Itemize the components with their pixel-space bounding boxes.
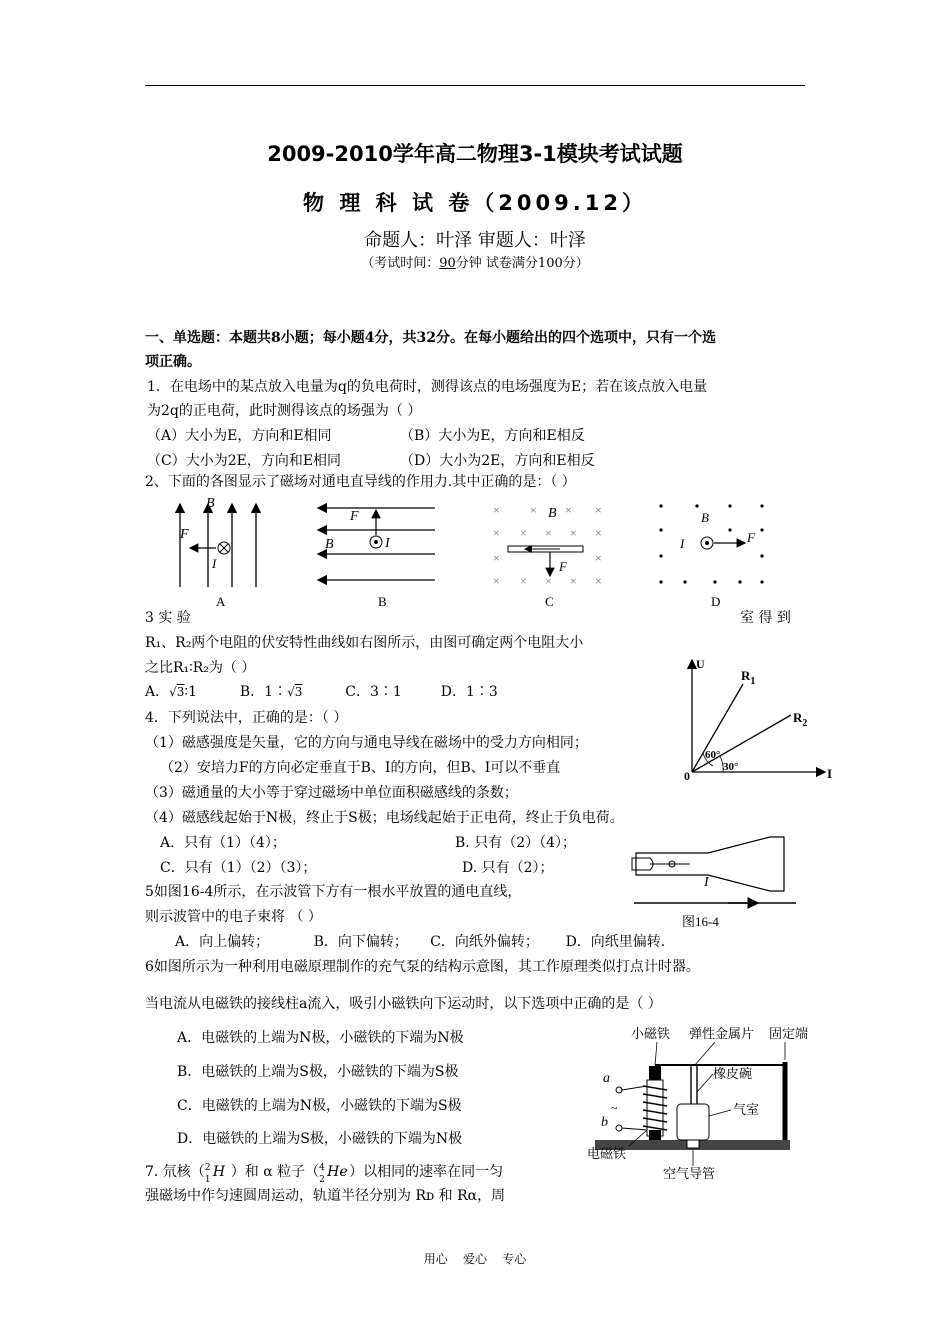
deuteron-sub: 1 <box>204 1175 211 1185</box>
pump-air-chamber: 气室 <box>733 1102 760 1117</box>
svg-text:×: × <box>493 526 500 540</box>
svg-text:×: × <box>520 574 527 588</box>
graph-axis-i: I <box>827 766 833 781</box>
fig-c-label: C <box>545 594 554 609</box>
fig-b-label: B <box>378 594 387 609</box>
pump-small-magnet: 小磁铁 <box>631 1026 671 1041</box>
section1-heading-line1: 一、单选题：本题共8小题；每小题4分，共32分。在每小题给出的四个选项中，只有一个选 <box>145 330 716 346</box>
q6-option-d: D．电磁铁的上端为S极，小磁铁的下端为N极 <box>177 1131 463 1147</box>
page-footer: 用心 爱心 专心 <box>423 1252 527 1266</box>
q6-pump-figure <box>585 1020 815 1185</box>
graph-r2-letter: R <box>793 710 803 725</box>
svg-text:×: × <box>595 503 602 517</box>
fig-d-label: D <box>711 594 721 609</box>
svg-text:×: × <box>493 503 500 517</box>
fig-b-i: I <box>385 536 390 551</box>
svg-text:×: × <box>570 526 577 540</box>
q4-stem: 4．下列说法中，正确的是：（ ） <box>145 710 348 726</box>
q2-figures <box>140 492 800 614</box>
svg-text:×: × <box>570 574 577 588</box>
deuteron-symbol <box>204 1163 231 1185</box>
exam-time <box>0 252 950 271</box>
time-value: 90 <box>439 256 456 271</box>
graph-angle-60: 60° <box>705 749 721 761</box>
alpha-letters: He <box>327 1164 348 1180</box>
q5-line1: 5如图16-4所示，在示波管下方有一根水平放置的通电直线， <box>145 884 522 900</box>
section1-heading-line2: 项正确。 <box>145 354 201 370</box>
svg-text:×: × <box>565 503 572 517</box>
pump-air-tube: 空气导管 <box>663 1166 716 1181</box>
q1-line2: 为2q的正电荷，此时测得该点的场强为（ ） <box>147 403 422 419</box>
deuteron-sup: 2 <box>204 1163 211 1173</box>
svg-text:×: × <box>545 574 552 588</box>
q4-option-c: C．只有（1）（2）（3）； <box>160 860 317 876</box>
graph-r2 <box>793 710 807 729</box>
q4-statement-2: （2）安培力F的方向必定垂直于B、I的方向，但B、I可以不垂直 <box>160 760 561 776</box>
figure-b <box>318 508 435 609</box>
q7-line2: 强磁场中作匀速圆周运动，轨道半径分别为 Rᴅ 和 Rα，周 <box>145 1188 506 1204</box>
alpha-sub: 2 <box>319 1175 325 1185</box>
exam-authors: 命题人：叶泽 审题人：叶泽 <box>364 230 586 251</box>
q5-fig-caption: 图16-4 <box>682 914 719 929</box>
q6-option-c: C．电磁铁的上端为N极，小磁铁的下端为S极 <box>177 1098 462 1114</box>
q3-option-d: D．1∶3 <box>440 684 498 700</box>
graph-r1-sub: 1 <box>750 676 756 687</box>
q3-ui-graph <box>675 652 840 787</box>
q7-text-b: ）和 α 粒子（ <box>230 1164 320 1180</box>
svg-text:×: × <box>493 551 500 565</box>
q2-stem: 2、下面的各图显示了磁场对通电直导线的作用力.其中正确的是：（ ） <box>145 474 576 490</box>
figure-c <box>493 503 602 609</box>
q3-option-b-pre: B．1∶ <box>239 684 288 700</box>
q3-sqrt-b-num: 3 <box>294 685 303 699</box>
svg-text:×: × <box>530 503 537 517</box>
q3-options <box>145 683 498 701</box>
q3-sqrt-a-num: 3 <box>176 685 185 699</box>
fig-a-b: B <box>206 496 215 511</box>
svg-text:~: ~ <box>611 1101 618 1115</box>
pump-rubber-bowl: 橡皮碗 <box>713 1066 753 1081</box>
pump-fixed-end: 固定端 <box>769 1026 809 1041</box>
q3-sqrt-a: √3 <box>169 685 185 699</box>
pump-electromagnet: 电磁铁 <box>587 1146 627 1161</box>
q3-sqrt-b: √3 <box>287 685 303 699</box>
fig-a-f: F <box>180 527 189 542</box>
q3-line3: 之比R₁∶R₂为（ ） <box>145 660 256 676</box>
svg-text:×: × <box>493 574 500 588</box>
q4-statement-3: （3）磁通量的大小等于穿过磁场中单位面积磁感线的条数； <box>145 785 518 801</box>
svg-text:×: × <box>595 574 602 588</box>
q4-option-d: D. 只有（2）； <box>462 860 554 876</box>
q6-line2: 当电流从电磁铁的接线柱a流入，吸引小磁铁向下运动时，以下选项中正确的是（ ） <box>145 996 662 1012</box>
q3-option-a-pre: A． <box>145 684 170 700</box>
fig-c-b: B <box>548 506 557 521</box>
pump-spring-sheet: 弹性金属片 <box>689 1026 755 1041</box>
graph-r1-letter: R <box>741 668 751 683</box>
q7-text-c: ）以相同的速率在同一匀 <box>349 1164 504 1180</box>
q1-option-a: （A）大小为E，方向和E相同 <box>147 428 332 444</box>
fig-d-f: F <box>747 530 755 545</box>
graph-origin: 0 <box>684 769 690 783</box>
alpha-sup: 4 <box>319 1163 325 1173</box>
q3-line2: R₁、R₂两个电阻的伏安特性曲线如右图所示，由图可确定两个电阻大小 <box>145 635 584 651</box>
exam-subtitle: 物 理 科 试 卷（2009.12） <box>303 191 647 215</box>
q3-line1-right: 室 得 到 <box>740 610 791 626</box>
fig-b-b: B <box>325 537 334 552</box>
svg-text:×: × <box>595 526 602 540</box>
q1-option-d: （D）大小为2E，方向和E相反 <box>400 453 595 469</box>
q5-oscilloscope-figure <box>628 833 808 933</box>
q4-option-a: A．只有（1）（4）； <box>160 835 286 851</box>
graph-angle-30: 30° <box>723 761 739 773</box>
fig-a-i: I <box>212 556 217 571</box>
fig-a-label: A <box>216 594 226 609</box>
q7-line1 <box>145 1163 504 1185</box>
svg-text:×: × <box>545 526 552 540</box>
q4-option-b: B. 只有（2）（4）； <box>455 835 577 851</box>
q5-line2: 则示波管中的电子束将 （ ） <box>145 909 322 925</box>
exam-title: 2009-2010学年高二物理3-1模块考试试题 <box>267 142 683 166</box>
alpha-symbol <box>319 1163 349 1185</box>
graph-r2-sub: 2 <box>802 718 808 729</box>
q4-statement-4: （4）磁感线起始于N极，终止于S极；电场线起始于正电荷，终止于负电荷。 <box>145 810 624 826</box>
fig-c-f: F <box>559 559 567 574</box>
q3-line1-left: 3 实 验 <box>145 610 191 626</box>
q7-text-a: 7. 氘核（ <box>145 1164 205 1180</box>
q4-statement-1: （1）磁感强度是矢量，它的方向与通电导线在磁场中的受力方向相同； <box>145 735 588 751</box>
time-suffix: 分钟 试卷满分100分） <box>455 256 589 271</box>
q3-option-a-post: ∶1 <box>184 684 197 700</box>
svg-text:×: × <box>520 526 527 540</box>
deuteron-letter: H <box>212 1164 226 1180</box>
time-prefix: （考试时间： <box>361 256 440 271</box>
q1-option-c: （C）大小为2E，方向和E相同 <box>147 453 342 469</box>
q5-fig-i: I <box>704 875 709 890</box>
graph-axis-u: U <box>696 657 705 671</box>
q6-line1: 6如图所示为一种利用电磁原理制作的充气泵的结构示意图，其工作原理类似打点计时器。 <box>145 959 700 975</box>
q6-option-b: B．电磁铁的上端为S极，小磁铁的下端为S极 <box>177 1064 459 1080</box>
q1-line1: 1．在电场中的某点放入电量为q的负电荷时，测得该点的电场强度为E；若在该点放入电量 <box>147 379 708 395</box>
pump-terminal-b: b <box>601 1115 608 1130</box>
figure-a <box>179 496 256 609</box>
fig-d-i: I <box>680 536 685 551</box>
figure-d <box>659 504 763 609</box>
q1-option-b: （B）大小为E，方向和E相反 <box>400 428 585 444</box>
svg-text:×: × <box>595 551 602 565</box>
q5-options: A．向上偏转； B．向下偏转； C．向纸外偏转； D．向纸里偏转. <box>175 934 666 950</box>
fig-b-f: F <box>350 509 359 524</box>
q6-option-a: A．电磁铁的上端为N极，小磁铁的下端为N极 <box>177 1030 464 1046</box>
fig-d-b: B <box>701 510 709 525</box>
header-rule <box>145 85 805 86</box>
pump-terminal-a: a <box>603 1071 610 1086</box>
q3-option-c: C．3∶1 <box>345 684 402 700</box>
